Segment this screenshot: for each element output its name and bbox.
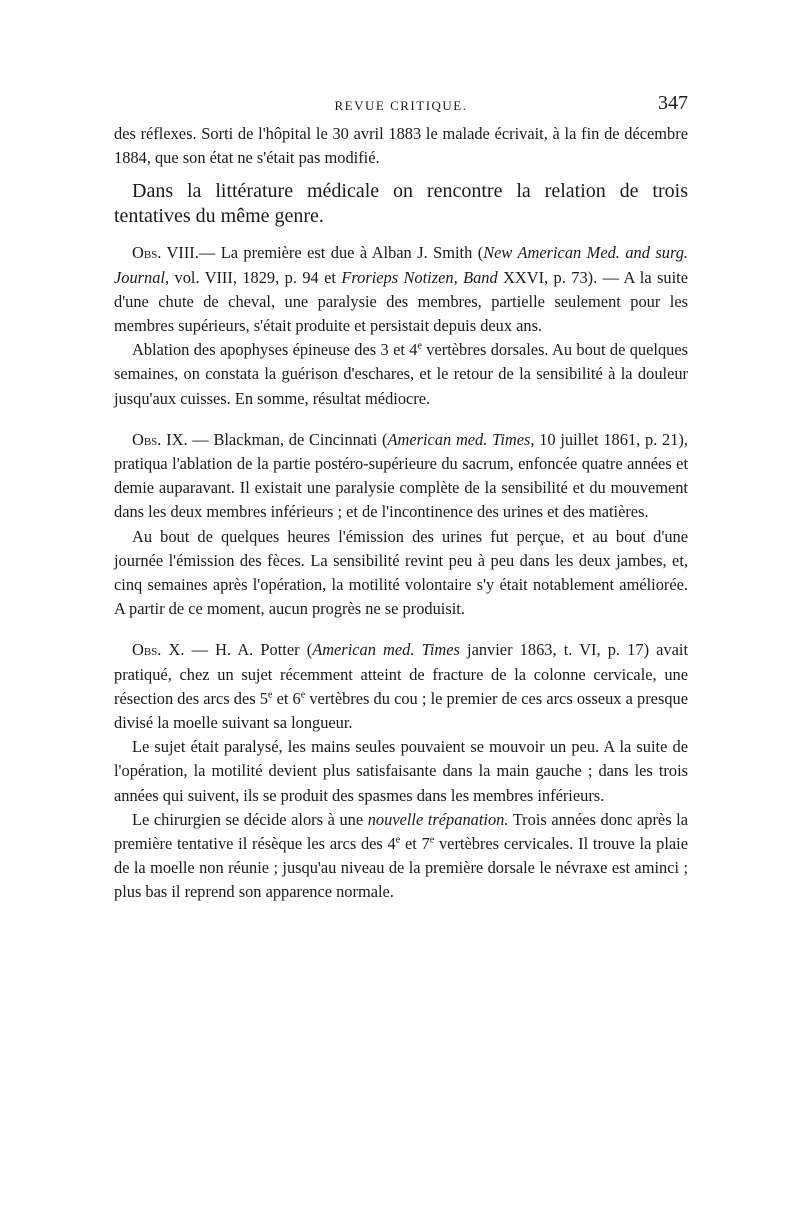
observation-9-label: Obs. IX. <box>132 429 188 449</box>
obs8-notizen-title: Frorieps Notizen, Band <box>341 267 498 287</box>
observation-10-paragraph-1 <box>114 638 688 735</box>
book-page <box>114 92 688 905</box>
obs10-p3-superscript-2: e <box>429 834 435 846</box>
obs10-p3-text-c: et 7 <box>400 834 430 854</box>
observation-8-label: Obs. VIII. <box>132 243 199 263</box>
paragraph-intro-tentatives: Dans la littérature médicale on rencontre la relation de trois tentatives du même genre. <box>114 180 688 228</box>
obs9-journal-title: American med. Times, <box>387 429 535 449</box>
obs10-text-2: janvier 1863, t. VI, p. 17) avait pratiqué, chez un sujet récemment atteint de fracture de la colonne cervicale, une résection des arcs des 5 <box>114 640 689 708</box>
observation-10-label: Obs. X. <box>132 640 185 660</box>
observation-8-paragraph-2 <box>114 338 688 411</box>
obs8-text-3: XXVI, p. 73). — A la suite d'une chute de cheval, une paralysie des membres, partielle seulement pour les membres supérieurs, s'était produite et persistait depuis deux ans. <box>114 267 688 336</box>
obs9-text-1: — Blackman, de Cincinnati ( <box>187 429 388 449</box>
paragraph-continuation: des réflexes. Sorti de l'hôpital le 30 avril 1883 le malade écrivait, à la fin de décembre 1884, que son état ne s'était pas modifié. <box>114 124 688 168</box>
observation-10-paragraph-2: Le sujet était paralysé, les mains seules pouvaient se mouvoir un peu. A la suite de l'opération, la motilité devient plus satisfaisante dans la main gauche ; dans les trois années qui suivent, ils se produit des spasmes dans les membres inférieurs. <box>114 737 688 805</box>
obs8-journal-title: New American Med. and surg. Journal, <box>114 243 689 287</box>
page-number: 347 <box>658 92 688 114</box>
obs9-text-2: 10 juillet 1861, p. 21), pratiqua l'ablation de la partie postéro-supérieure du sacrum, enfoncée quatre années et demie auparavant. Il existait une paralysie complète de la sensibilité et du mouvement dans les deux membres inférieurs ; et de l'incontinence des urines et des matières. <box>114 429 688 522</box>
observation-9-paragraph-1 <box>114 428 688 525</box>
obs8-text-1: — La première est due à Alban J. Smith ( <box>198 243 484 263</box>
obs10-p3-superscript-1: e <box>395 834 401 846</box>
observation-10-paragraph-3 <box>114 808 688 905</box>
obs8-p2-text-a: Ablation des apophyses épineuse des 3 et 4 <box>132 340 418 360</box>
obs8-text-2: vol. VIII, 1829, p. 94 et <box>169 267 342 287</box>
obs10-text-1: — H. A. Potter ( <box>184 640 313 660</box>
obs10-p3-text-d: vertèbres cervicales. Il trouve la plaie de la moelle non réunie ; jusqu'au niveau de la première dorsale le névraxe est aminci ; plus bas il reprend son apparence normale. <box>114 834 688 902</box>
page-header <box>114 92 688 122</box>
obs10-superscript-2: e <box>300 689 306 701</box>
obs10-p3-text-b: Trois années donc après la première tentative il résèque les arcs des 4 <box>114 809 688 854</box>
obs8-p2-text-b: vertèbres dorsales. Au bout de quelques semaines, on constata la guérison d'eschares, et le retour de la sensibilité à la douleur jusqu'aux cuisses. En somme, résultat médiocre. <box>114 340 688 408</box>
obs10-text-3: et 6 <box>272 688 301 708</box>
obs10-p3-text-a: Le chirurgien se décide alors à une <box>132 809 368 829</box>
running-title: REVUE CRITIQUE. <box>334 98 468 113</box>
observation-9-paragraph-2: Au bout de quelques heures l'émission des urines fut perçue, et au bout d'une journée l'émission des fèces. La sensibilité revint peu à peu dans les deux jambes, et, cinq semaines après l'opération, la motilité volontaire s'y était notablement améliorée. A partir de ce moment, aucun progrès ne se produisit. <box>114 526 688 619</box>
obs10-superscript-1: e <box>268 689 273 701</box>
obs8-p2-superscript: e <box>417 340 422 352</box>
observation-8-paragraph-1 <box>114 241 688 338</box>
obs10-journal-title: American med. Times <box>312 640 460 660</box>
obs10-text-4: vertèbres du cou ; le premier de ces arcs osseux a presque divisé la moelle suivant sa longueur. <box>114 688 688 733</box>
obs10-p3-italic: nouvelle trépanation. <box>367 809 509 829</box>
